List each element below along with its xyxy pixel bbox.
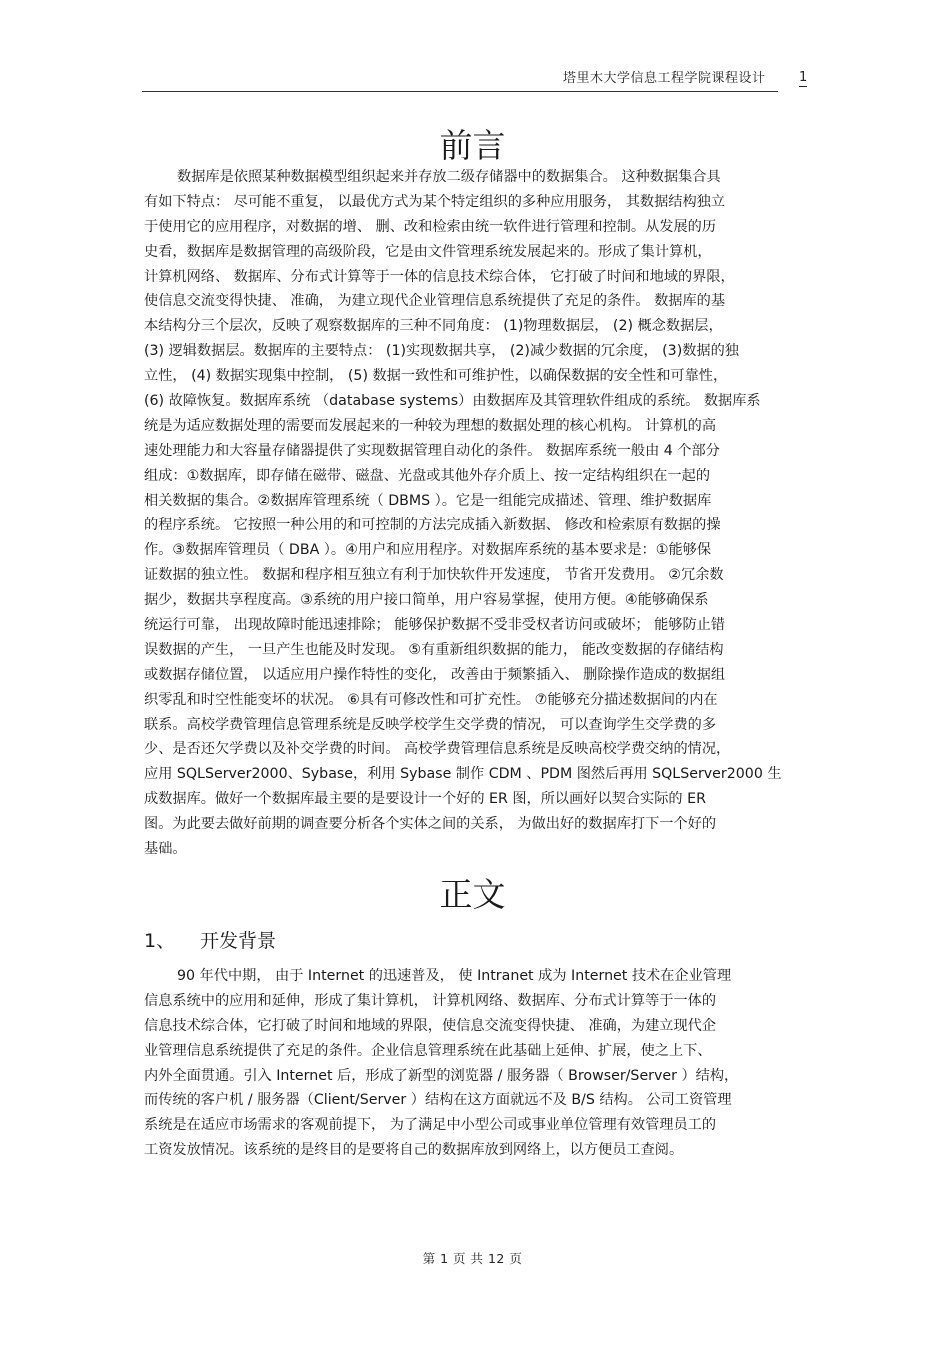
- paragraph-line: 组成：①数据库，即存储在磁带、磁盘、光盘或其他外存介质上、按一定结构组织在一起的: [144, 467, 711, 484]
- paragraph-line: 联系。高校学费管理信息管理系统是反映学校学生交学费的情况， 可以查询学生交学费的多: [144, 716, 717, 733]
- paragraph-line: 证数据的独立性。 数据和程序相互独立有利于加快软件开发速度， 节省开发费用。 ②冗余数: [144, 567, 724, 584]
- paragraph-line: 信息系统中的应用和延伸，形成了集计算机， 计算机网络、数据库、分布式计算等于一体的: [144, 992, 717, 1009]
- paragraph-line: 系统是在适应市场需求的客观前提下， 为了满足中小型公司或事业单位管理有效管理员工的: [144, 1117, 717, 1134]
- paragraph-line: 统是为适应数据处理的需要而发展起来的一种较为理想的数据处理的核心机构。 计算机的高: [144, 417, 717, 434]
- paragraph-line: (6) 故障恢复。数据库系统 （database systems）由数据库及其管理软件组成的系统。 数据库系: [144, 393, 761, 410]
- paragraph-line: 信息技术综合体，它打破了时间和地域的界限，使信息交流变得快捷、 准确，为建立现代企: [144, 1017, 717, 1034]
- paragraph-line: 作。③数据库管理员（ DBA ）。④用户和应用程序。对数据库系统的基本要求是：①能够保: [144, 542, 712, 559]
- paragraph-line: 成数据库。做好一个数据库最主要的是要设计一个好的 ER 图，所以画好以契合实际的 ER: [144, 791, 706, 808]
- paragraph-line: 立性， (4) 数据实现集中控制， (5) 数据一致性和可维护性，以确保数据的安全性和可靠性，: [144, 368, 728, 385]
- header-divider: [142, 91, 778, 92]
- section-number: 1、: [144, 930, 176, 952]
- paragraph-line: 使信息交流变得快捷、 准确， 为建立现代企业管理信息系统提供了充足的条件。 数据库的基: [144, 293, 726, 310]
- paragraph-line: 或数据存储位置， 以适应用户操作特性的变化， 改善由于频繁插入、 删除操作造成的数据组: [144, 666, 726, 683]
- paragraph-line: 本结构分三个层次，反映了观察数据库的三种不同角度： (1)物理数据层， (2) 概念数据层，: [144, 318, 723, 335]
- paragraph-line: 应用 SQLServer2000、Sybase，利用 Sybase 制作 CDM 、PDM 图然后再用 SQLServer2000 生: [144, 766, 782, 783]
- paragraph-line: 速处理能力和大容量存储器提供了实现数据管理自动化的条件。 数据库系统一般由 4 个部分: [144, 442, 720, 459]
- paragraph-line: 工资发放情况。该系统的是终目的是要将自己的数据库放到网络上，以方便员工查阅。: [144, 1142, 684, 1159]
- paragraph-line: 图。为此要去做好前期的调查要分析各个实体之间的关系， 为做出好的数据库打下一个好的: [144, 816, 717, 833]
- paragraph-line: 少、是否还欠学费以及补交学费的时间。 高校学费管理信息系统是反映高校学费交纳的情况，: [144, 741, 731, 758]
- paragraph-line: 误数据的产生， 一旦产生也能及时发现。 ⑤有重新组织数据的能力， 能改变数据的存储结构: [144, 641, 724, 658]
- paragraph-line: 内外全面贯通。引入 Internet 后，形成了新型的浏览器 / 服务器（ Browser/Server ）结构，: [144, 1067, 739, 1084]
- header-title: 塔里木大学信息工程学院课程设计: [563, 71, 766, 86]
- paragraph-line: 而传统的客户机 / 服务器（Client/Server ）结构在这方面就远不及 B/S 结构。 公司工资管理: [144, 1092, 732, 1109]
- paragraph-line: 于使用它的应用程序，对数据的增、 删、改和检索由统一软件进行管理和控制。从发展的历: [144, 218, 717, 235]
- section-heading: [144, 926, 276, 953]
- paragraph-line: 业管理信息系统提供了充足的条件。企业信息管理系统在此基础上延伸、扩展，使之上下、: [144, 1042, 712, 1059]
- paragraph-line: 的程序系统。 它按照一种公用的和可控制的方法完成插入新数据、 修改和检索原有数据的操: [144, 517, 721, 534]
- paragraph-line: 史看，数据库是数据管理的高级阶段，它是由文件管理系统发展起来的。形成了集计算机，: [144, 243, 712, 260]
- preface-body: [144, 165, 804, 862]
- paragraph-line: 织零乱和时空性能变坏的状况。 ⑥具有可修改性和可扩充性。 ⑦能够充分描述数据间的内在: [144, 691, 718, 708]
- header-page-number: 1: [799, 70, 808, 85]
- paragraph-line: 有如下特点： 尽可能不重复， 以最优方式为某个特定组织的多种应用服务， 其数据结构独立: [144, 193, 726, 210]
- preface-title: 前言: [439, 126, 506, 165]
- paragraph-line: 90 年代中期， 由于 Internet 的迅速普及， 使 Intranet 成为 Internet 技术在企业管理: [177, 968, 732, 984]
- paragraph-line: 相关数据的集合。②数据库管理系统（ DBMS ）。它是一组能完成描述、管理、维护数据库: [144, 492, 712, 509]
- main-title: 正文: [439, 875, 506, 914]
- paragraph-line: (3) 逻辑数据层。数据库的主要特点： (1)实现数据共享， (2)减少数据的冗余度， (3)数据的独: [144, 343, 739, 360]
- paragraph-line: 数据库是依照某种数据模型组织起来并存放二级存储器中的数据集合。 这种数据集合具: [177, 169, 721, 185]
- paragraph-line: 据少，数据共享程度高。③系统的用户接口简单，用户容易掌握，使用方便。④能够确保系: [144, 592, 709, 609]
- section-heading-text: 开发背景: [200, 930, 277, 952]
- paragraph-line: 计算机网络、 数据库、分布式计算等于一体的信息技术综合体， 它打破了时间和地域的界限，: [144, 268, 735, 285]
- paragraph-line: 基础。: [144, 841, 187, 858]
- section-body: [144, 964, 804, 1163]
- paragraph-line: 统运行可靠， 出现故障时能迅速排除； 能够保护数据不受非受权者访问或破坏； 能够防止错: [144, 617, 726, 634]
- page-footer: 第 1 页 共 12 页: [422, 1251, 523, 1266]
